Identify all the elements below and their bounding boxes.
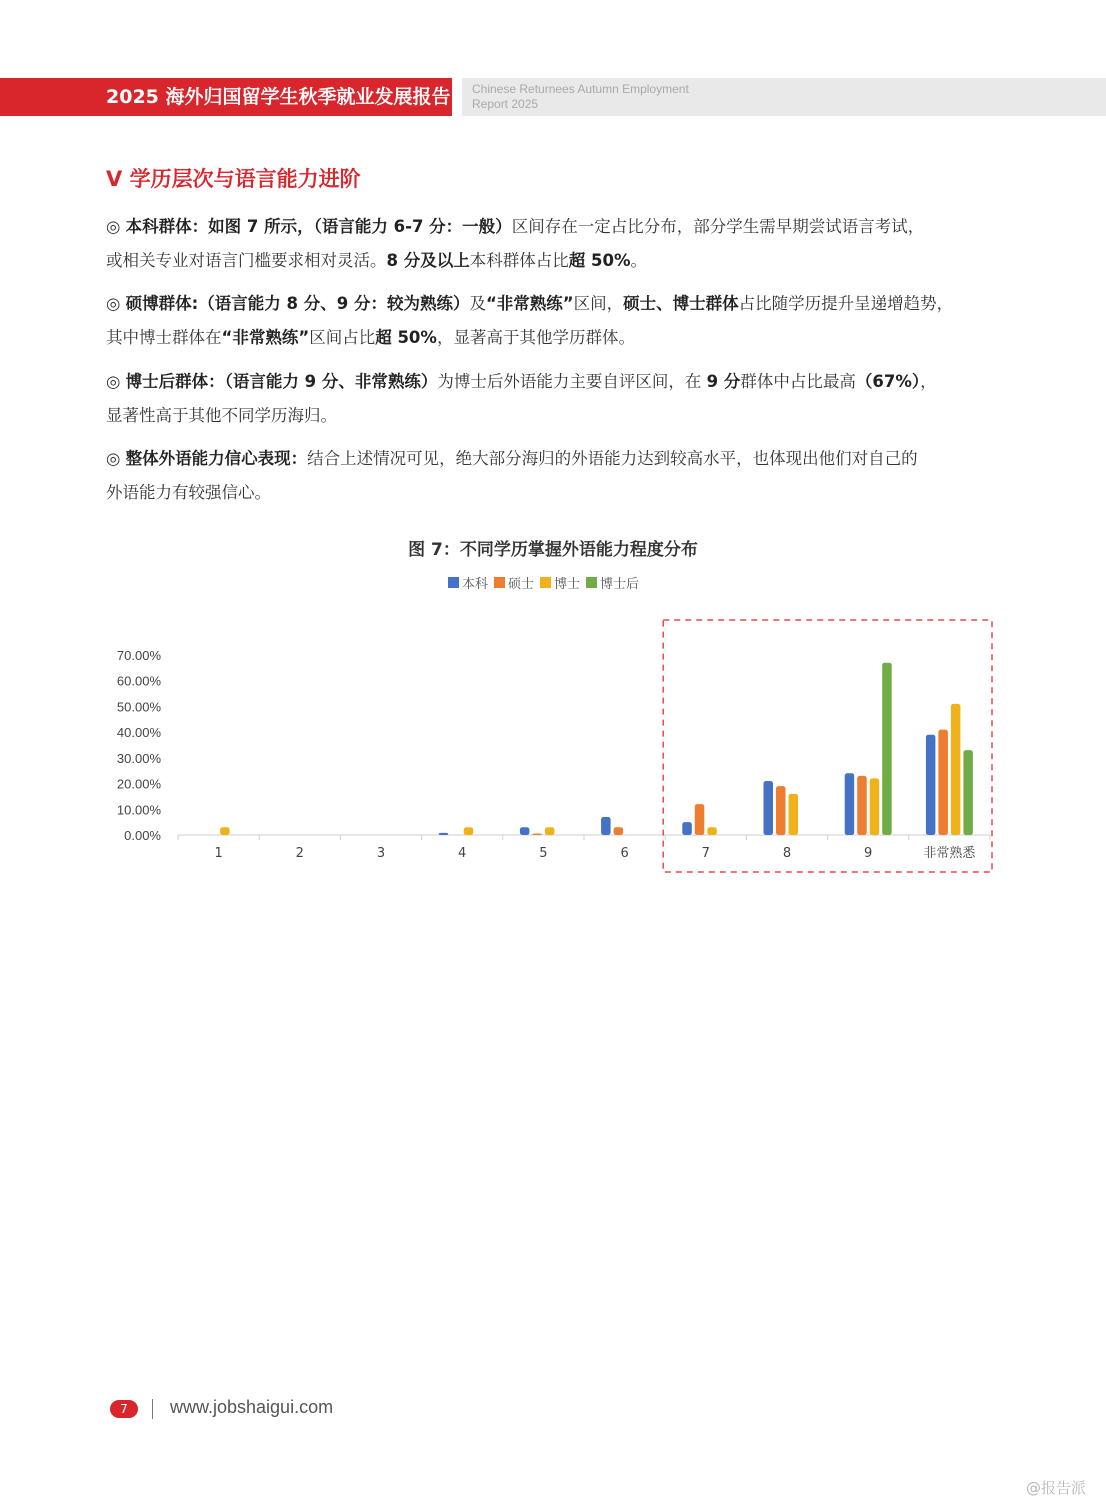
paragraph-line (106, 210, 1006, 244)
bar-博士 (545, 827, 555, 835)
bar-博士后 (963, 750, 973, 835)
x-tick-label: 6 (620, 846, 629, 861)
legend-item-undergraduate (448, 573, 488, 592)
text-run: 外语能力有较强信心。 (106, 483, 271, 502)
paragraph-line (106, 476, 1006, 510)
y-tick-label: 40.00% (116, 725, 161, 741)
paragraph-master-doctor (106, 287, 1006, 355)
y-tick-label: 10.00% (116, 802, 161, 818)
bar-硕士 (532, 834, 542, 836)
bar-chart (0, 610, 1106, 880)
bar-本科 (764, 781, 774, 835)
chart-legend (448, 572, 645, 592)
footer-divider (152, 1399, 153, 1419)
paragraph-line (106, 287, 1006, 321)
bold-text-run: “非常熟练” (485, 294, 574, 313)
x-tick-label: 非常熟悉 (923, 846, 976, 861)
y-tick-label: 50.00% (116, 699, 161, 715)
y-tick-label: 60.00% (116, 673, 161, 689)
paragraph-undergraduate (106, 210, 1006, 278)
x-tick-label: 8 (782, 846, 792, 861)
text-run: 本科群体占比 (469, 251, 569, 270)
legend-item-doctor (540, 573, 580, 592)
bar-本科 (845, 773, 855, 835)
text-run: ◎ (106, 449, 126, 468)
text-run: ◎ (106, 294, 126, 313)
report-title-english-line2: Report 2025 (472, 97, 539, 111)
bar-博士 (870, 778, 880, 835)
x-tick-label: 7 (701, 846, 710, 861)
bar-本科 (601, 817, 611, 835)
legend-swatch (540, 577, 551, 588)
legend-item-master (494, 573, 534, 592)
bold-text-run: 超 50% (375, 328, 437, 347)
report-title-english-line1: Chinese Returnees Autumn Employment (472, 82, 689, 96)
text-run: 区间存在一定占比分布，部分学生需早期尝试语言考试， (511, 217, 925, 236)
x-tick-label: 4 (458, 846, 467, 861)
bar-硕士 (695, 804, 705, 835)
legend-item-postdoc (586, 573, 639, 592)
bar-博士 (789, 794, 799, 835)
text-run: ，显著高于其他学历群体。 (436, 328, 635, 347)
bar-硕士 (938, 730, 948, 835)
bold-text-run: （67%） (855, 372, 921, 391)
paragraph-line (106, 442, 1006, 476)
bold-text-run: 博士后群体：（语言能力 9 分、非常熟练） (125, 372, 438, 391)
text-run: ， (920, 372, 937, 391)
y-tick-label: 0.00% (124, 828, 161, 843)
y-tick-label: 70.00% (116, 648, 161, 663)
bar-本科 (926, 735, 936, 835)
bold-text-run: “非常熟练” (221, 328, 310, 347)
bold-text-run: 8 分及以上 (386, 251, 470, 270)
text-run: 占比随学历提升呈递增趋势， (738, 294, 954, 313)
legend-label: 博士后 (600, 576, 640, 592)
chart-title: 图 7：不同学历掌握外语能力程度分布 (408, 540, 698, 560)
bold-text-run: 整体外语能力信心表现： (125, 449, 308, 468)
bold-text-run: 硕博群体:（语言能力 8 分、9 分：较为熟练） (125, 294, 470, 313)
bar-博士 (464, 827, 474, 835)
legend-label: 硕士 (508, 576, 535, 592)
paragraph-line (106, 365, 1006, 399)
bold-text-run: 9 分 (706, 372, 741, 391)
x-tick-label: 3 (376, 846, 386, 861)
legend-label: 本科 (462, 576, 489, 592)
text-run: 为博士后外语能力主要自评区间，在 (437, 372, 707, 391)
section-heading: Ⅴ 学历层次与语言能力进阶 (106, 167, 361, 191)
bar-博士 (707, 827, 717, 835)
paragraph-line (106, 399, 1006, 433)
report-title: 2025 海外归国留学生秋季就业发展报告 (106, 86, 451, 108)
text-run: 群体中占比最高 (740, 372, 856, 391)
legend-label: 博士 (554, 576, 581, 592)
text-run: ◎ (106, 372, 126, 391)
text-run: 其中博士群体在 (106, 328, 222, 347)
x-tick-label: 1 (214, 846, 223, 861)
legend-swatch (494, 577, 505, 588)
text-run: 结合上述情况可见，绝大部分海归的外语能力达到较高水平，也体现出他们对自己的 (307, 449, 918, 468)
text-run: 区间占比 (309, 328, 376, 347)
report-title-english (472, 82, 732, 112)
text-run: 显著性高于其他不同学历海归。 (106, 406, 337, 425)
x-tick-label: 2 (295, 846, 304, 861)
paragraph-overall (106, 442, 1006, 510)
footer-url: www.jobshaigui.com (170, 1397, 334, 1417)
paragraph-line (106, 321, 1006, 355)
bar-硕士 (776, 786, 786, 835)
bar-硕士 (614, 827, 624, 835)
paragraph-postdoc (106, 365, 1006, 433)
text-run: 及 (469, 294, 486, 313)
text-run: 区间， (573, 294, 624, 313)
bar-博士 (951, 704, 961, 835)
legend-swatch (586, 577, 597, 588)
y-tick-label: 20.00% (116, 776, 161, 792)
page-number-badge: 7 (110, 1400, 138, 1418)
text-run: 或相关专业对语言门槛要求相对灵活。 (106, 251, 387, 270)
x-tick-label: 9 (864, 846, 873, 861)
bar-本科 (520, 827, 530, 835)
bar-博士后 (882, 663, 892, 835)
bar-本科 (439, 833, 449, 835)
paragraph-line (106, 244, 1006, 278)
bar-本科 (682, 822, 692, 835)
watermark: @报告派 (1026, 1479, 1087, 1497)
bold-text-run: 硕士、博士群体 (623, 294, 739, 313)
legend-swatch (448, 577, 459, 588)
bar-博士 (220, 827, 230, 835)
x-tick-label: 5 (539, 846, 548, 861)
text-run: ◎ (106, 217, 126, 236)
text-run: 。 (630, 251, 647, 270)
bold-text-run: 超 50% (568, 251, 631, 270)
bar-硕士 (857, 776, 867, 835)
bold-text-run: 本科群体：如图 7 所示，（语言能力 6-7 分：一般） (125, 217, 512, 236)
y-tick-label: 30.00% (116, 750, 161, 766)
